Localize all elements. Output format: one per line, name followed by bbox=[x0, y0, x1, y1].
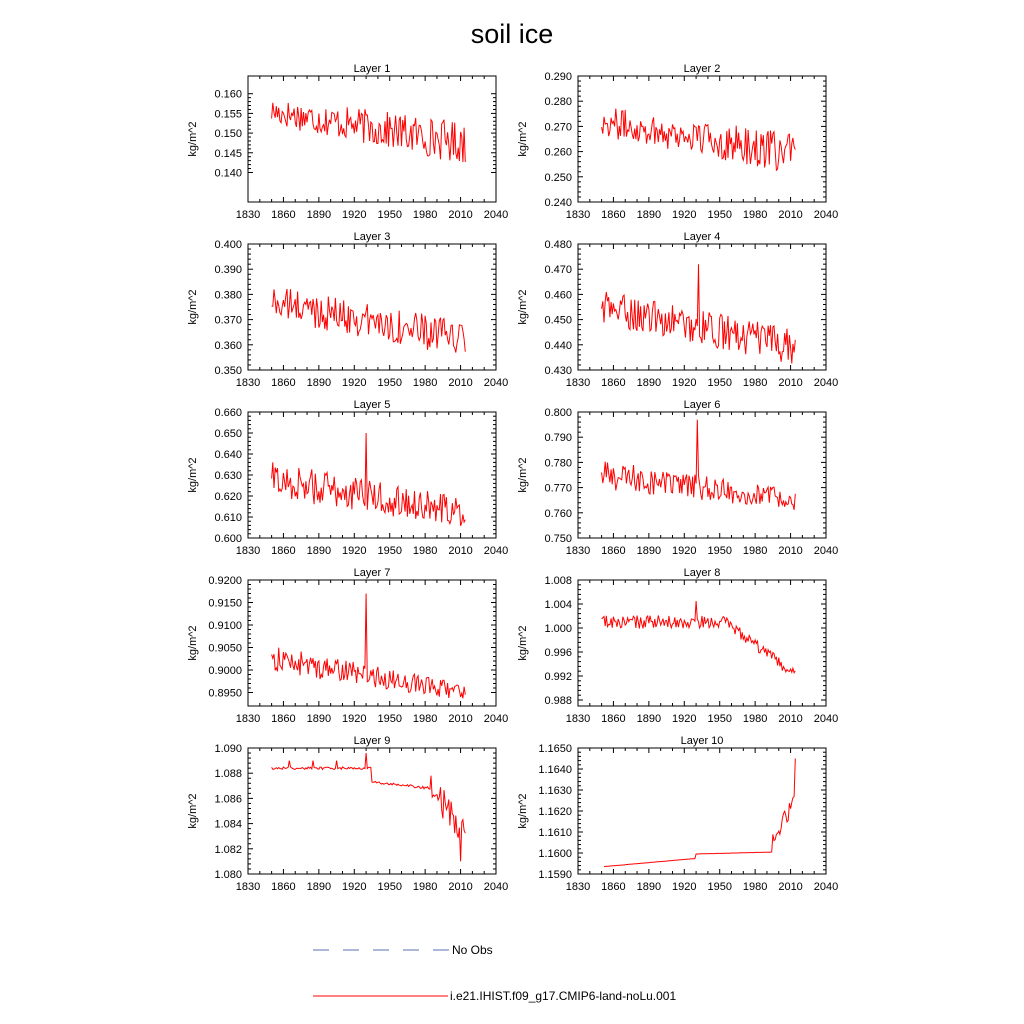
panel-title: Layer 5 bbox=[353, 399, 391, 411]
panel-title: Layer 1 bbox=[353, 63, 391, 75]
y-tick-label: 0.780 bbox=[544, 457, 572, 470]
y-tick-label: 0.630 bbox=[214, 470, 242, 482]
x-tick-label: 1860 bbox=[271, 377, 296, 389]
x-tick-label: 2040 bbox=[483, 713, 509, 725]
y-tick-label: 1.1610 bbox=[538, 827, 572, 839]
x-tick-label: 1950 bbox=[377, 881, 402, 893]
x-tick-label: 1830 bbox=[235, 713, 261, 725]
panel-layer-10 bbox=[517, 735, 838, 893]
x-tick-label: 1920 bbox=[672, 713, 697, 725]
x-tick-label: 1860 bbox=[271, 209, 296, 221]
x-tick-label: 1830 bbox=[565, 377, 591, 389]
y-tick-label: 0.9000 bbox=[208, 665, 242, 677]
y-tick-label: 0.760 bbox=[544, 507, 572, 520]
x-tick-label: 1980 bbox=[742, 209, 768, 221]
y-axis-label: kg/m^2 bbox=[517, 793, 529, 829]
x-tick-label: 1860 bbox=[601, 209, 626, 221]
x-tick-label: 1950 bbox=[377, 377, 402, 389]
legend-model-label: i.e21.IHIST.f09_g17.CMIP6-land-noLu.001 bbox=[450, 989, 677, 1003]
x-tick-label: 1920 bbox=[672, 377, 697, 389]
y-tick-label: 1.090 bbox=[214, 743, 242, 755]
y-tick-label: 1.082 bbox=[214, 843, 242, 856]
panel-layer-2 bbox=[517, 63, 838, 221]
x-tick-label: 1980 bbox=[412, 713, 438, 725]
y-tick-label: 0.800 bbox=[544, 407, 572, 419]
panel-title: Layer 6 bbox=[683, 399, 721, 411]
y-tick-label: 0.350 bbox=[214, 365, 242, 377]
series-line bbox=[272, 433, 466, 526]
x-tick-label: 1920 bbox=[672, 881, 697, 893]
x-tick-label: 1980 bbox=[412, 209, 438, 221]
y-axis-label: kg/m^2 bbox=[187, 457, 199, 493]
y-tick-label: 0.155 bbox=[214, 108, 242, 121]
x-tick-label: 1830 bbox=[235, 377, 261, 389]
y-tick-label: 0.610 bbox=[214, 512, 242, 524]
x-tick-label: 2010 bbox=[778, 713, 803, 725]
x-tick-label: 2010 bbox=[778, 377, 803, 389]
y-tick-label: 1.1590 bbox=[538, 869, 572, 881]
x-tick-label: 1890 bbox=[306, 881, 332, 893]
y-tick-label: 0.430 bbox=[544, 365, 572, 377]
y-tick-label: 1.086 bbox=[214, 793, 242, 806]
panel-grid bbox=[187, 63, 838, 893]
x-tick-label: 1890 bbox=[636, 881, 662, 893]
x-tick-label: 2040 bbox=[813, 713, 839, 725]
y-tick-label: 0.660 bbox=[214, 407, 242, 419]
y-tick-label: 0.996 bbox=[544, 647, 572, 659]
panel-title: Layer 3 bbox=[353, 231, 391, 243]
x-tick-label: 1860 bbox=[601, 545, 626, 557]
panel-layer-8 bbox=[517, 567, 838, 725]
y-tick-label: 0.240 bbox=[544, 197, 572, 209]
y-tick-label: 0.400 bbox=[214, 239, 242, 251]
x-tick-label: 1830 bbox=[235, 545, 261, 557]
x-tick-label: 1860 bbox=[601, 377, 626, 389]
series-line bbox=[272, 594, 466, 699]
y-tick-label: 0.790 bbox=[544, 432, 572, 445]
y-tick-label: 1.1640 bbox=[538, 764, 572, 776]
y-tick-label: 0.650 bbox=[214, 428, 242, 440]
panel-layer-7 bbox=[187, 567, 508, 725]
x-tick-label: 1860 bbox=[601, 713, 626, 725]
x-tick-label: 2010 bbox=[448, 713, 473, 725]
y-tick-label: 0.9050 bbox=[208, 642, 242, 655]
x-tick-label: 1890 bbox=[636, 377, 662, 389]
y-axis-label: kg/m^2 bbox=[187, 793, 199, 829]
x-tick-label: 1950 bbox=[707, 713, 732, 725]
x-tick-label: 1860 bbox=[271, 545, 296, 557]
y-tick-label: 0.380 bbox=[214, 289, 242, 302]
panel-title: Layer 7 bbox=[353, 567, 391, 579]
x-tick-label: 1860 bbox=[271, 881, 296, 893]
series-line bbox=[602, 601, 796, 673]
y-tick-label: 0.640 bbox=[214, 449, 242, 461]
x-tick-label: 1890 bbox=[306, 713, 332, 725]
x-tick-label: 1980 bbox=[742, 545, 768, 557]
x-tick-label: 1890 bbox=[306, 545, 332, 557]
x-tick-label: 1980 bbox=[742, 377, 768, 389]
x-tick-label: 2040 bbox=[483, 881, 509, 893]
y-axis-label: kg/m^2 bbox=[187, 289, 199, 325]
y-tick-label: 0.440 bbox=[544, 339, 572, 352]
x-tick-label: 1890 bbox=[306, 209, 332, 221]
x-tick-label: 1980 bbox=[412, 881, 438, 893]
x-tick-label: 1890 bbox=[636, 545, 662, 557]
y-tick-label: 0.992 bbox=[544, 671, 572, 683]
y-tick-label: 0.270 bbox=[544, 121, 572, 134]
y-tick-label: 1.080 bbox=[214, 869, 242, 881]
x-tick-label: 1920 bbox=[672, 545, 697, 557]
y-tick-label: 0.9100 bbox=[208, 620, 242, 632]
panel-layer-4 bbox=[517, 231, 838, 389]
plot-frame bbox=[248, 244, 496, 370]
y-tick-label: 0.150 bbox=[214, 128, 242, 141]
x-tick-label: 2040 bbox=[813, 209, 839, 221]
y-tick-label: 0.140 bbox=[214, 167, 242, 180]
x-tick-label: 2040 bbox=[483, 209, 509, 221]
x-tick-label: 1920 bbox=[342, 545, 367, 557]
y-tick-label: 0.620 bbox=[214, 491, 242, 503]
series-line bbox=[272, 753, 466, 861]
y-tick-label: 0.600 bbox=[214, 533, 242, 545]
y-tick-label: 1.1630 bbox=[538, 785, 572, 797]
x-tick-label: 1950 bbox=[707, 545, 732, 557]
x-tick-label: 1830 bbox=[565, 713, 591, 725]
plot-frame bbox=[248, 748, 496, 874]
x-tick-label: 1980 bbox=[742, 713, 768, 725]
x-tick-label: 2010 bbox=[448, 209, 473, 221]
y-tick-label: 0.370 bbox=[214, 314, 242, 327]
x-tick-label: 1950 bbox=[377, 545, 402, 557]
y-tick-label: 0.8950 bbox=[208, 687, 242, 700]
series-line bbox=[272, 289, 466, 353]
x-tick-label: 1830 bbox=[235, 881, 261, 893]
x-tick-label: 2010 bbox=[778, 545, 803, 557]
y-axis-label: kg/m^2 bbox=[517, 625, 529, 661]
x-tick-label: 1920 bbox=[672, 209, 697, 221]
x-tick-label: 1950 bbox=[707, 377, 732, 389]
plot-frame bbox=[248, 76, 496, 202]
legend-obs-label: No Obs bbox=[452, 943, 493, 957]
x-tick-label: 2010 bbox=[448, 377, 473, 389]
x-tick-label: 2040 bbox=[483, 377, 509, 389]
y-tick-label: 0.9150 bbox=[208, 597, 242, 610]
x-tick-label: 1920 bbox=[342, 209, 367, 221]
panel-layer-5 bbox=[187, 399, 508, 557]
x-tick-label: 2040 bbox=[813, 377, 839, 389]
y-tick-label: 0.988 bbox=[544, 695, 572, 707]
series-line bbox=[602, 420, 796, 510]
series-line bbox=[604, 759, 795, 867]
series-line bbox=[272, 103, 466, 162]
x-tick-label: 2040 bbox=[813, 545, 839, 557]
y-axis-label: kg/m^2 bbox=[517, 121, 529, 157]
x-tick-label: 1950 bbox=[707, 209, 732, 221]
y-axis-label: kg/m^2 bbox=[517, 289, 529, 325]
series-line bbox=[602, 109, 796, 171]
x-tick-label: 2040 bbox=[483, 545, 509, 557]
x-tick-label: 2040 bbox=[813, 881, 839, 893]
y-tick-label: 1.000 bbox=[544, 623, 572, 635]
panel-title: Layer 2 bbox=[683, 63, 721, 75]
y-tick-label: 0.290 bbox=[544, 71, 572, 83]
y-tick-label: 0.470 bbox=[544, 264, 572, 277]
x-tick-label: 1950 bbox=[707, 881, 732, 893]
panel-title: Layer 9 bbox=[353, 735, 391, 747]
y-tick-label: 1.008 bbox=[544, 575, 572, 587]
x-tick-label: 1860 bbox=[271, 713, 296, 725]
legend bbox=[313, 943, 676, 1003]
panel-layer-6 bbox=[517, 399, 838, 557]
y-tick-label: 0.280 bbox=[544, 96, 572, 109]
y-tick-label: 1.1600 bbox=[538, 848, 572, 860]
x-tick-label: 2010 bbox=[448, 881, 473, 893]
y-tick-label: 0.480 bbox=[544, 239, 572, 251]
x-tick-label: 1980 bbox=[412, 545, 438, 557]
y-axis-label: kg/m^2 bbox=[517, 457, 529, 493]
y-axis-label: kg/m^2 bbox=[187, 625, 199, 661]
x-tick-label: 1980 bbox=[412, 377, 438, 389]
y-tick-label: 0.360 bbox=[214, 339, 242, 352]
panel-title: Layer 10 bbox=[680, 735, 724, 747]
x-tick-label: 1890 bbox=[636, 713, 662, 725]
y-tick-label: 0.250 bbox=[544, 171, 572, 184]
panel-layer-1 bbox=[187, 63, 508, 221]
panel-title: Layer 8 bbox=[683, 567, 721, 579]
x-tick-label: 1860 bbox=[601, 881, 626, 893]
panel-layer-3 bbox=[187, 231, 508, 389]
y-tick-label: 0.9200 bbox=[208, 575, 242, 587]
x-tick-label: 1890 bbox=[306, 377, 332, 389]
y-tick-label: 0.145 bbox=[214, 147, 242, 160]
y-tick-label: 1.088 bbox=[214, 768, 242, 781]
plot-frame bbox=[578, 580, 826, 706]
x-tick-label: 1830 bbox=[565, 881, 591, 893]
x-tick-label: 1830 bbox=[565, 209, 591, 221]
x-tick-label: 1830 bbox=[235, 209, 261, 221]
figure-title: soil ice bbox=[470, 19, 554, 49]
x-tick-label: 1980 bbox=[742, 881, 768, 893]
plot-frame bbox=[578, 76, 826, 202]
x-tick-label: 1920 bbox=[342, 713, 367, 725]
y-tick-label: 0.460 bbox=[544, 289, 572, 302]
y-tick-label: 0.390 bbox=[214, 264, 242, 277]
y-tick-label: 1.004 bbox=[544, 599, 572, 611]
panel-layer-9 bbox=[187, 735, 508, 893]
x-tick-label: 2010 bbox=[448, 545, 473, 557]
plot-frame bbox=[248, 412, 496, 538]
x-tick-label: 2010 bbox=[778, 209, 803, 221]
x-tick-label: 1920 bbox=[342, 377, 367, 389]
x-tick-label: 1950 bbox=[377, 209, 402, 221]
y-tick-label: 1.1620 bbox=[538, 806, 572, 818]
x-tick-label: 2010 bbox=[778, 881, 803, 893]
y-tick-label: 0.450 bbox=[544, 314, 572, 327]
x-tick-label: 1920 bbox=[342, 881, 367, 893]
y-tick-label: 0.160 bbox=[214, 88, 242, 101]
y-tick-label: 0.260 bbox=[544, 146, 572, 159]
y-tick-label: 1.1650 bbox=[538, 743, 572, 755]
x-tick-label: 1950 bbox=[377, 713, 402, 725]
plot-frame bbox=[578, 412, 826, 538]
y-tick-label: 0.750 bbox=[544, 533, 572, 545]
x-tick-label: 1830 bbox=[565, 545, 591, 557]
x-tick-label: 1890 bbox=[636, 209, 662, 221]
y-tick-label: 1.084 bbox=[214, 818, 242, 831]
panel-title: Layer 4 bbox=[683, 231, 721, 243]
series-line bbox=[602, 264, 796, 363]
y-tick-label: 0.770 bbox=[544, 482, 572, 495]
y-axis-label: kg/m^2 bbox=[187, 121, 199, 157]
